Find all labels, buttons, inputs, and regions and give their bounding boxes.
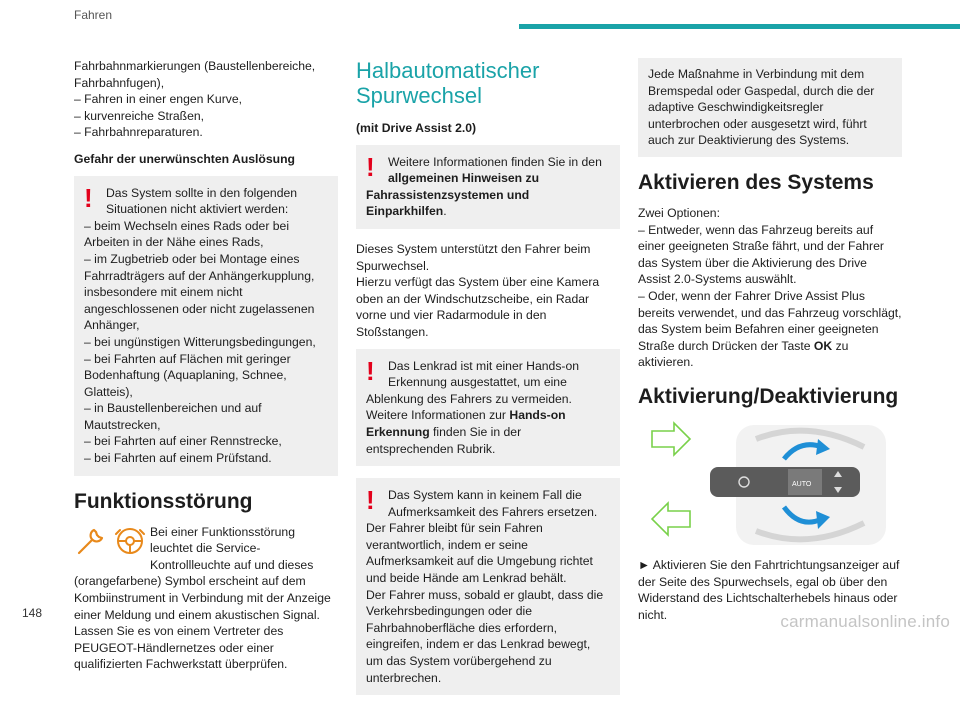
note-text: Das System kann in keinem Fall die Aufmerksamkeit des Fahrers ersetzen. Der Fahrer bleibt für sein Fahren verantwortlich, indem er seine Aufmerksamkeit auf die Umgebung richtet und beide Hände am Lenkrad behält. [366,488,598,586]
column-1 [74,58,338,673]
intro-line: – Fahren in einer engen Kurve, [74,92,243,107]
warning-icon: ! [84,182,93,213]
note-text: Weitere Informationen zur [366,408,510,423]
fault-icons [74,524,146,560]
info-box-general [356,145,620,229]
page-number: 148 [22,606,43,620]
warning-item: – bei ungünstigen Witterungsbedingungen, [84,334,316,349]
body-line: Dieses System unterstützt den Fahrer beim Spurwechsel. [356,241,591,273]
option-item: – Entweder, wenn das Fahrzeug bereits auf einer geeigneten Straße fährt, und der Fahrer das System über die Aktivierung des Drive Assist 2.0-Systems auswählt. [638,222,884,287]
warning-item: – bei Fahrten auf einer Rennstrecke, [84,434,282,449]
fault-block [74,524,338,673]
intro-line: – kurvenreiche Straßen, [74,108,205,123]
section-label: Fahren [74,8,113,22]
fault-text: Bei einer Funktionsstörung leuchtet die Service-Kontrollleuchte auf und dieses (orangefarbene) Symbol erscheint auf dem Kombiinstrument in Verbindung mit der Anzeige einer Meldung und einem akustischen Signal. Lassen Sie es von einem Vertreter des PEUGEOT-Händlernetzes oder einer qualifizierten Fachwerkstatt überprüfen. [74,524,331,672]
warning-box [74,176,338,476]
intro-line: – Fahrbahnreparaturen. [74,125,203,140]
watermark: carmanualsonline.info [780,612,950,631]
body-line: Hierzu verfügt das System über eine Kamera oben an der Windschutzscheibe, ein Radar vorne und vier Radarmodule in den Stoßstangen. [356,275,600,339]
drive-assist-subheading: (mit Drive Assist 2.0) [356,121,477,135]
warning-icon: ! [366,485,375,516]
note-text: . [443,204,447,219]
fault-heading: Funktionsstörung [74,489,253,513]
warning-item: – in Baustellenbereichen und auf Mautstrecken, [84,401,262,432]
note-text: Weitere Informationen finden Sie in den [388,154,602,169]
warning-intro: Das System sollte in den folgenden Situationen nicht aktiviert werden: [106,185,298,217]
body-paragraph [356,241,620,341]
option-text: – Oder, wenn der Fahrer Drive Assist Plus bereits verwendet, und das Fahrzeug vorschlägt, das System beim Befahren einer geeigneten Straße durch Drücken der Taste [638,288,902,353]
lane-change-heading: Halbautomatischer Spurwechsel [356,58,540,108]
warning-item: – beim Wechseln eines Rads oder bei Arbeiten in der Nähe eines Rads, [84,218,290,250]
intro-line: Fahrbahnmarkierungen (Baustellenbereiche, Fahrbahnfugen), [74,59,316,90]
arrow-left-down-icon [652,503,690,535]
info-box-hands-on [356,349,620,467]
stalk-auto-label: AUTO [792,480,812,488]
stalk-illustration [638,419,902,551]
instruction-text: ► Aktivieren Sie den Fahrtrichtungsanzeiger auf der Seite des Spurwechsels, egal ob über den Widerstand des Lichtschalterhebels hinaus oder nicht. [638,557,900,622]
deactivation-box: Jede Maßnahme in Verbindung mit dem Bremspedal oder Gaspedal, durch die der adaptive Geschwindigkeitsregler unterbrochen oder ausgesetzt wird, führt auch zur Deaktivierung des Systems. [638,58,902,157]
option-text: zu aktivieren. [638,338,849,370]
warning-item: – bei Fahrten auf einem Prüfstand. [84,451,272,466]
info-box-responsibility [356,478,620,695]
light-stalk [710,467,860,497]
header-accent-rule [519,24,960,29]
column-2 [356,58,620,707]
ok-key-label: OK [813,338,833,353]
stalk-drawing [638,419,902,551]
unwanted-trigger-heading: Gefahr der unerwünschten Auslösung [74,151,295,166]
options-intro: Zwei Optionen: [638,205,720,220]
column-3 [638,58,902,623]
wrench-icon [74,524,108,558]
arrow-right-up-icon [652,423,690,455]
activate-heading: Aktivieren des Systems [638,170,874,194]
note-link-text: allgemeinen Hinweisen zu Fahrassistenzsystemen und Einparkhilfen [366,171,540,219]
warning-icon: ! [366,355,375,386]
warning-icon: ! [366,151,375,182]
note-text: Das Lenkrad ist mit einer Hands-on Erkennung ausgestattet, um eine Ablenkung des Fahrers zu vermeiden. [366,358,580,406]
intro-paragraph [74,58,338,141]
note-link-text: Hands-on Erkennung [366,408,566,439]
option-item [638,288,902,371]
note-text: Der Fahrer muss, sobald er glaubt, dass die Verkehrsbedingungen oder die Fahrbahnoberfläche dies erfordern, eingreifen, indem er das Lenkrad bewegt, um das System vorübergehend zu unterbrechen. [366,587,604,685]
warning-item: – im Zugbetrieb oder bei Montage eines Fahrradträgers auf der Anhängerkupplung, insbesondere mit einem nicht angeschlossenen oder nicht zugelassenen Anhänger, [84,251,315,333]
warning-item: – bei Fahrten auf Flächen mit geringer Bodenhaftung (Aquaplaning, Schnee, Glatteis), [84,351,291,399]
steering-wheel-warning-icon [112,524,148,558]
toggle-heading: Aktivierung/Deaktivierung [638,384,899,408]
note-text: finden Sie in der entsprechenden Rubrik. [366,424,522,456]
